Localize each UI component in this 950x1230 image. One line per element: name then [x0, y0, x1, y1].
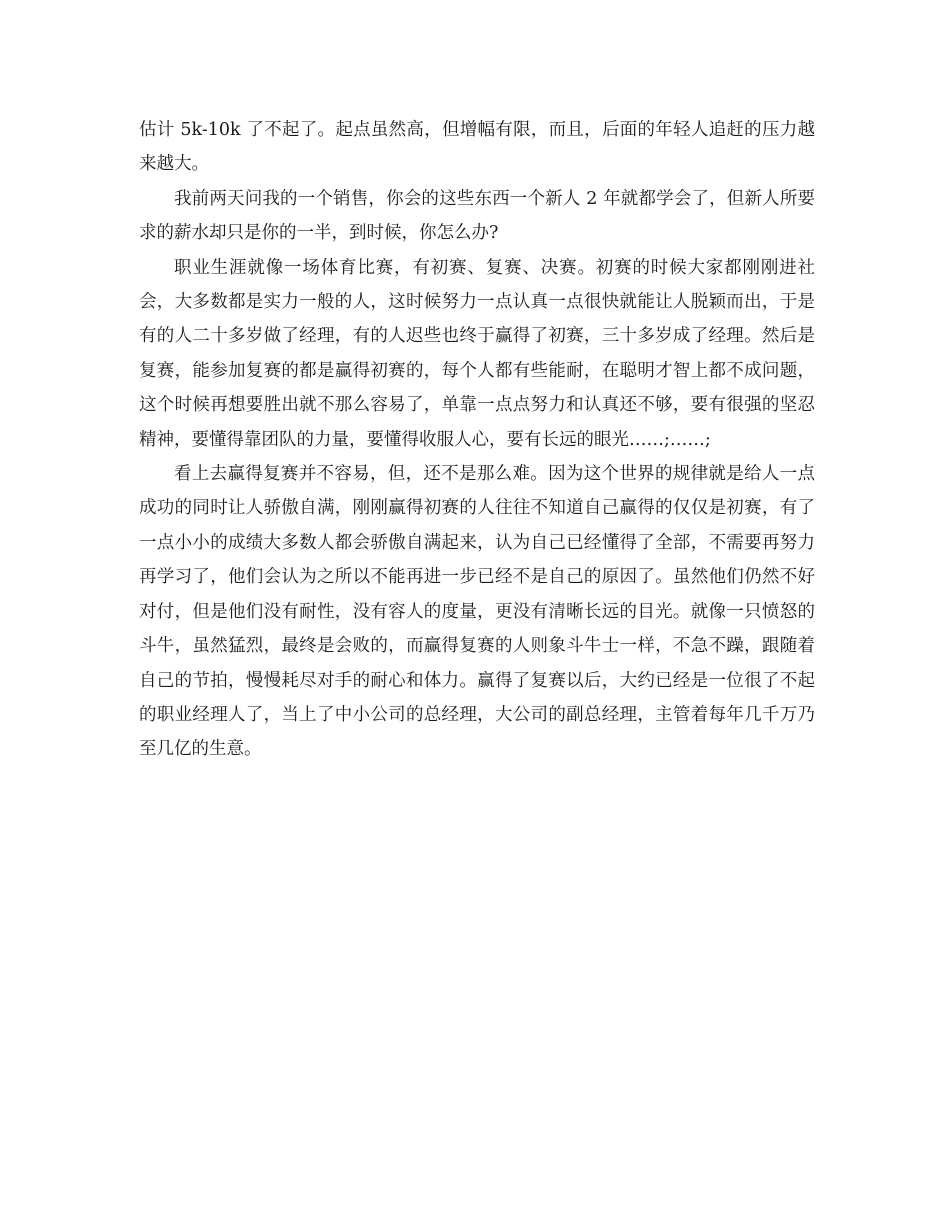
paragraph-1: 估计 5k-10k 了不起了。起点虽然高，但增幅有限，而且，后面的年轻人追赶的压力越来越大。 [139, 120, 815, 175]
paragraph-3: 职业生涯就像一场体育比赛，有初赛、复赛、决赛。初赛的时候大家都刚刚进社会，大多数都是实力一般的人，这时候努力一点认真一点很快就能让人脱颖而出，于是有的人二十多岁做了经理，有的人迟些也终于赢得了初赛，三十多岁成了经理。然后是复赛，能参加复赛的都是赢得初赛的，每个人都有些能耐，在聪明才智上都不成问题，这个时候再想要胜出就不那么容易了，单靠一点点努力和认真还不够，要有很强的坚忍精神，要懂得靠团队的力量，要懂得收服人心，要有长远的眼光……;……; [139, 257, 815, 450]
paragraph-2: 我前两天问我的一个销售，你会的这些东西一个新人 2 年就都学会了，但新人所要求的薪水却只是你的一半，到时候，你怎么办? [139, 188, 815, 244]
paragraph-4: 看上去赢得复赛并不容易，但，还不是那么难。因为这个世界的规律就是给人一点成功的同时让人骄傲自满，刚刚赢得初赛的人往往不知道自己赢得的仅仅是初赛，有了一点小小的成绩大多数人都会骄傲自满起来，认为自己已经懂得了全部，不需要再努力再学习了，他们会认为之所以不能再进一步已经不是自己的原因了。虽然他们仍然不好对付，但是他们没有耐性，没有容人的度量，更没有清晰长远的目光。就像一只愤怒的斗牛，虽然猛烈，最终是会败的，而赢得复赛的人则象斗牛士一样，不急不躁，跟随着自己的节拍，慢慢耗尽对手的耐心和体力。赢得了复赛以后，大约已经是一位很了不起的职业经理人了，当上了中小公司的总经理，大公司的副总经理，主管着每年几千万乃至几亿的生意。 [139, 464, 815, 760]
document-body [139, 113, 815, 767]
